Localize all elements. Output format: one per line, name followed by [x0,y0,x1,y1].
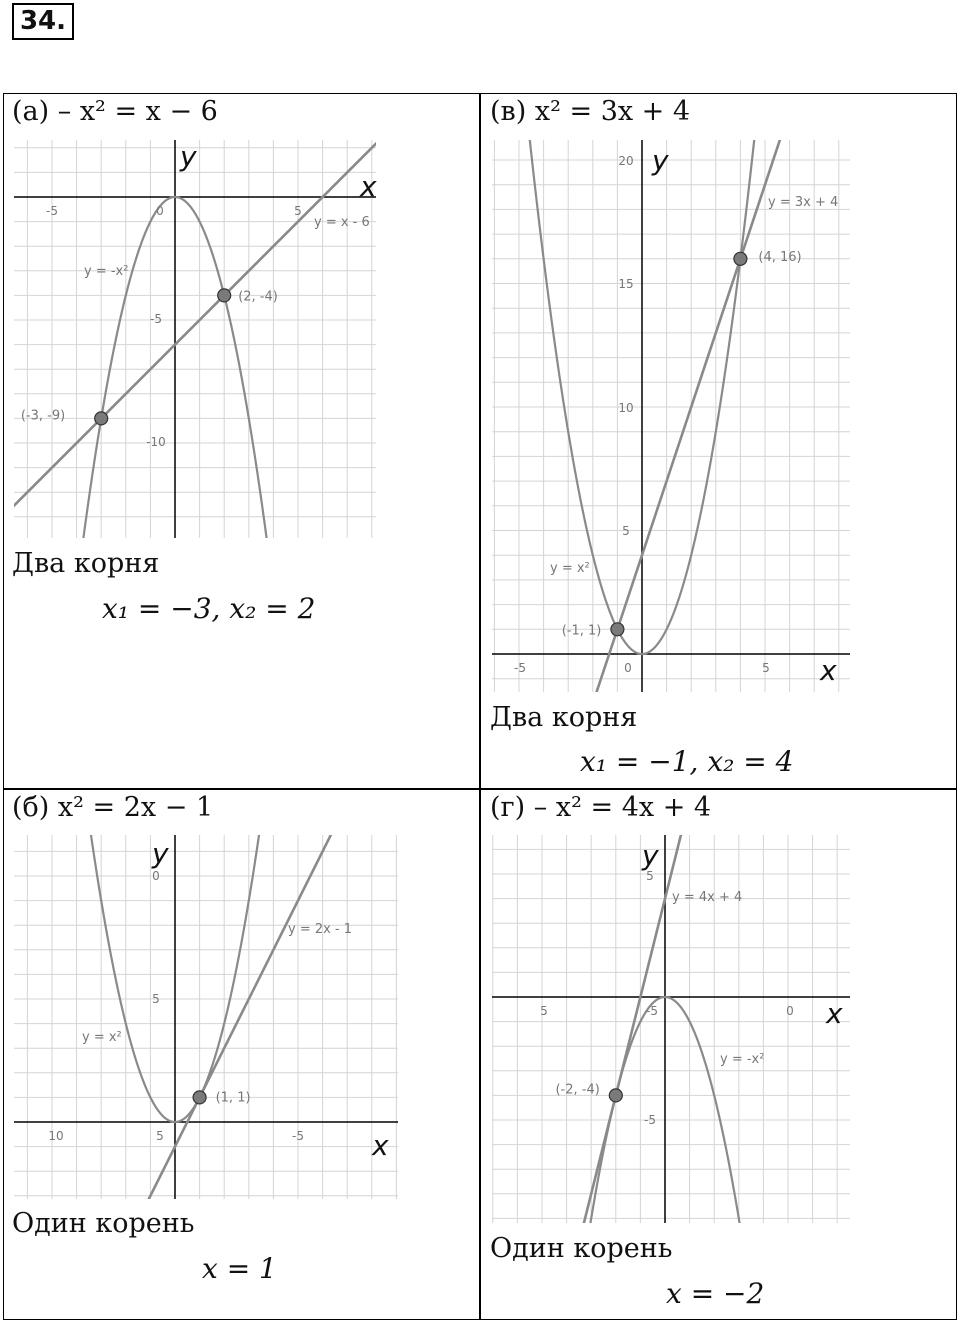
tick-label: 5 [294,204,302,218]
tick-label: 10 [48,1129,64,1143]
heading-g: (г) – x² = 4x + 4 [490,792,712,823]
graph-v [492,140,850,692]
tick-label: -5 [514,661,526,675]
intersection-point [193,1091,206,1104]
line-graph [13,140,380,507]
y-axis-label: y [642,839,659,872]
curve-label: y = -x² [720,1052,765,1067]
curve-label: y = 4x + 4 [672,890,743,905]
tick-label: 0 [152,869,160,883]
tick-label: 0 [786,1004,794,1018]
tick-label: -5 [150,312,162,326]
answer-a: x₁ = −3, x₂ = 2 [102,592,316,625]
answer-type-g: Один корень [490,1233,673,1264]
point-label: (-1, 1) [561,623,602,639]
intersection-point [609,1089,622,1102]
curve-label: y = 2x - 1 [288,922,353,937]
tick-label: 0 [156,204,164,218]
tick-label: 5 [622,524,630,538]
curve-label: y = 3x + 4 [768,195,839,210]
point-label: (-3, -9) [20,408,66,424]
tick-label: 10 [618,401,634,415]
curve-label: y = -x² [84,264,129,279]
problem-number: 34. [12,3,74,40]
table-divider-horizontal [3,788,957,790]
tick-label: 20 [618,154,634,168]
answer-g: x = −2 [666,1277,765,1310]
tick-label: -5 [292,1129,304,1143]
heading-a: (а) – x² = x − 6 [12,96,218,127]
point-label: (4, 16) [758,249,802,265]
x-axis-label: x [372,1129,389,1162]
tick-label: 0 [624,661,632,675]
x-axis-label: x [820,654,837,687]
answer-b: x = 1 [202,1252,277,1285]
tick-label: 5 [646,869,654,883]
heading-b: (б) x² = 2x − 1 [12,792,214,823]
tick-label: -5 [644,1113,656,1127]
answer-type-b: Один корень [12,1208,195,1239]
curve-label: y = x² [82,1030,122,1045]
tick-label: -10 [146,435,166,449]
curve-label: y = x² [550,561,590,576]
tick-label: 5 [762,661,770,675]
tick-label: 15 [618,277,634,291]
table-divider-vertical [479,93,481,1320]
answer-type-v: Два корня [490,702,638,733]
intersection-point [611,623,624,636]
intersection-point [95,412,108,425]
graph-a [14,140,376,538]
y-axis-label: y [652,144,669,177]
point-label: (2, -4) [238,289,278,305]
x-axis-label: x [826,997,843,1030]
heading-v: (в) x² = 3x + 4 [490,96,691,127]
graph-b [14,835,398,1199]
tick-label: 5 [540,1004,548,1018]
graph-g [492,835,850,1223]
y-axis-label: y [180,140,197,173]
point-label: (-2, -4) [555,1082,600,1098]
tick-label: -5 [46,204,58,218]
y-axis-label: y [152,837,169,870]
intersection-point [734,252,747,265]
tick-label: -5 [646,1004,658,1018]
answer-type-a: Два корня [12,548,160,579]
answer-v: x₁ = −1, x₂ = 4 [580,745,794,778]
tick-label: 5 [152,992,160,1006]
point-label: (1, 1) [215,1090,251,1106]
curve-label: y = x - 6 [314,215,370,230]
intersection-point [218,289,231,302]
x-axis-label: x [360,170,377,203]
tick-label: 5 [156,1129,164,1143]
